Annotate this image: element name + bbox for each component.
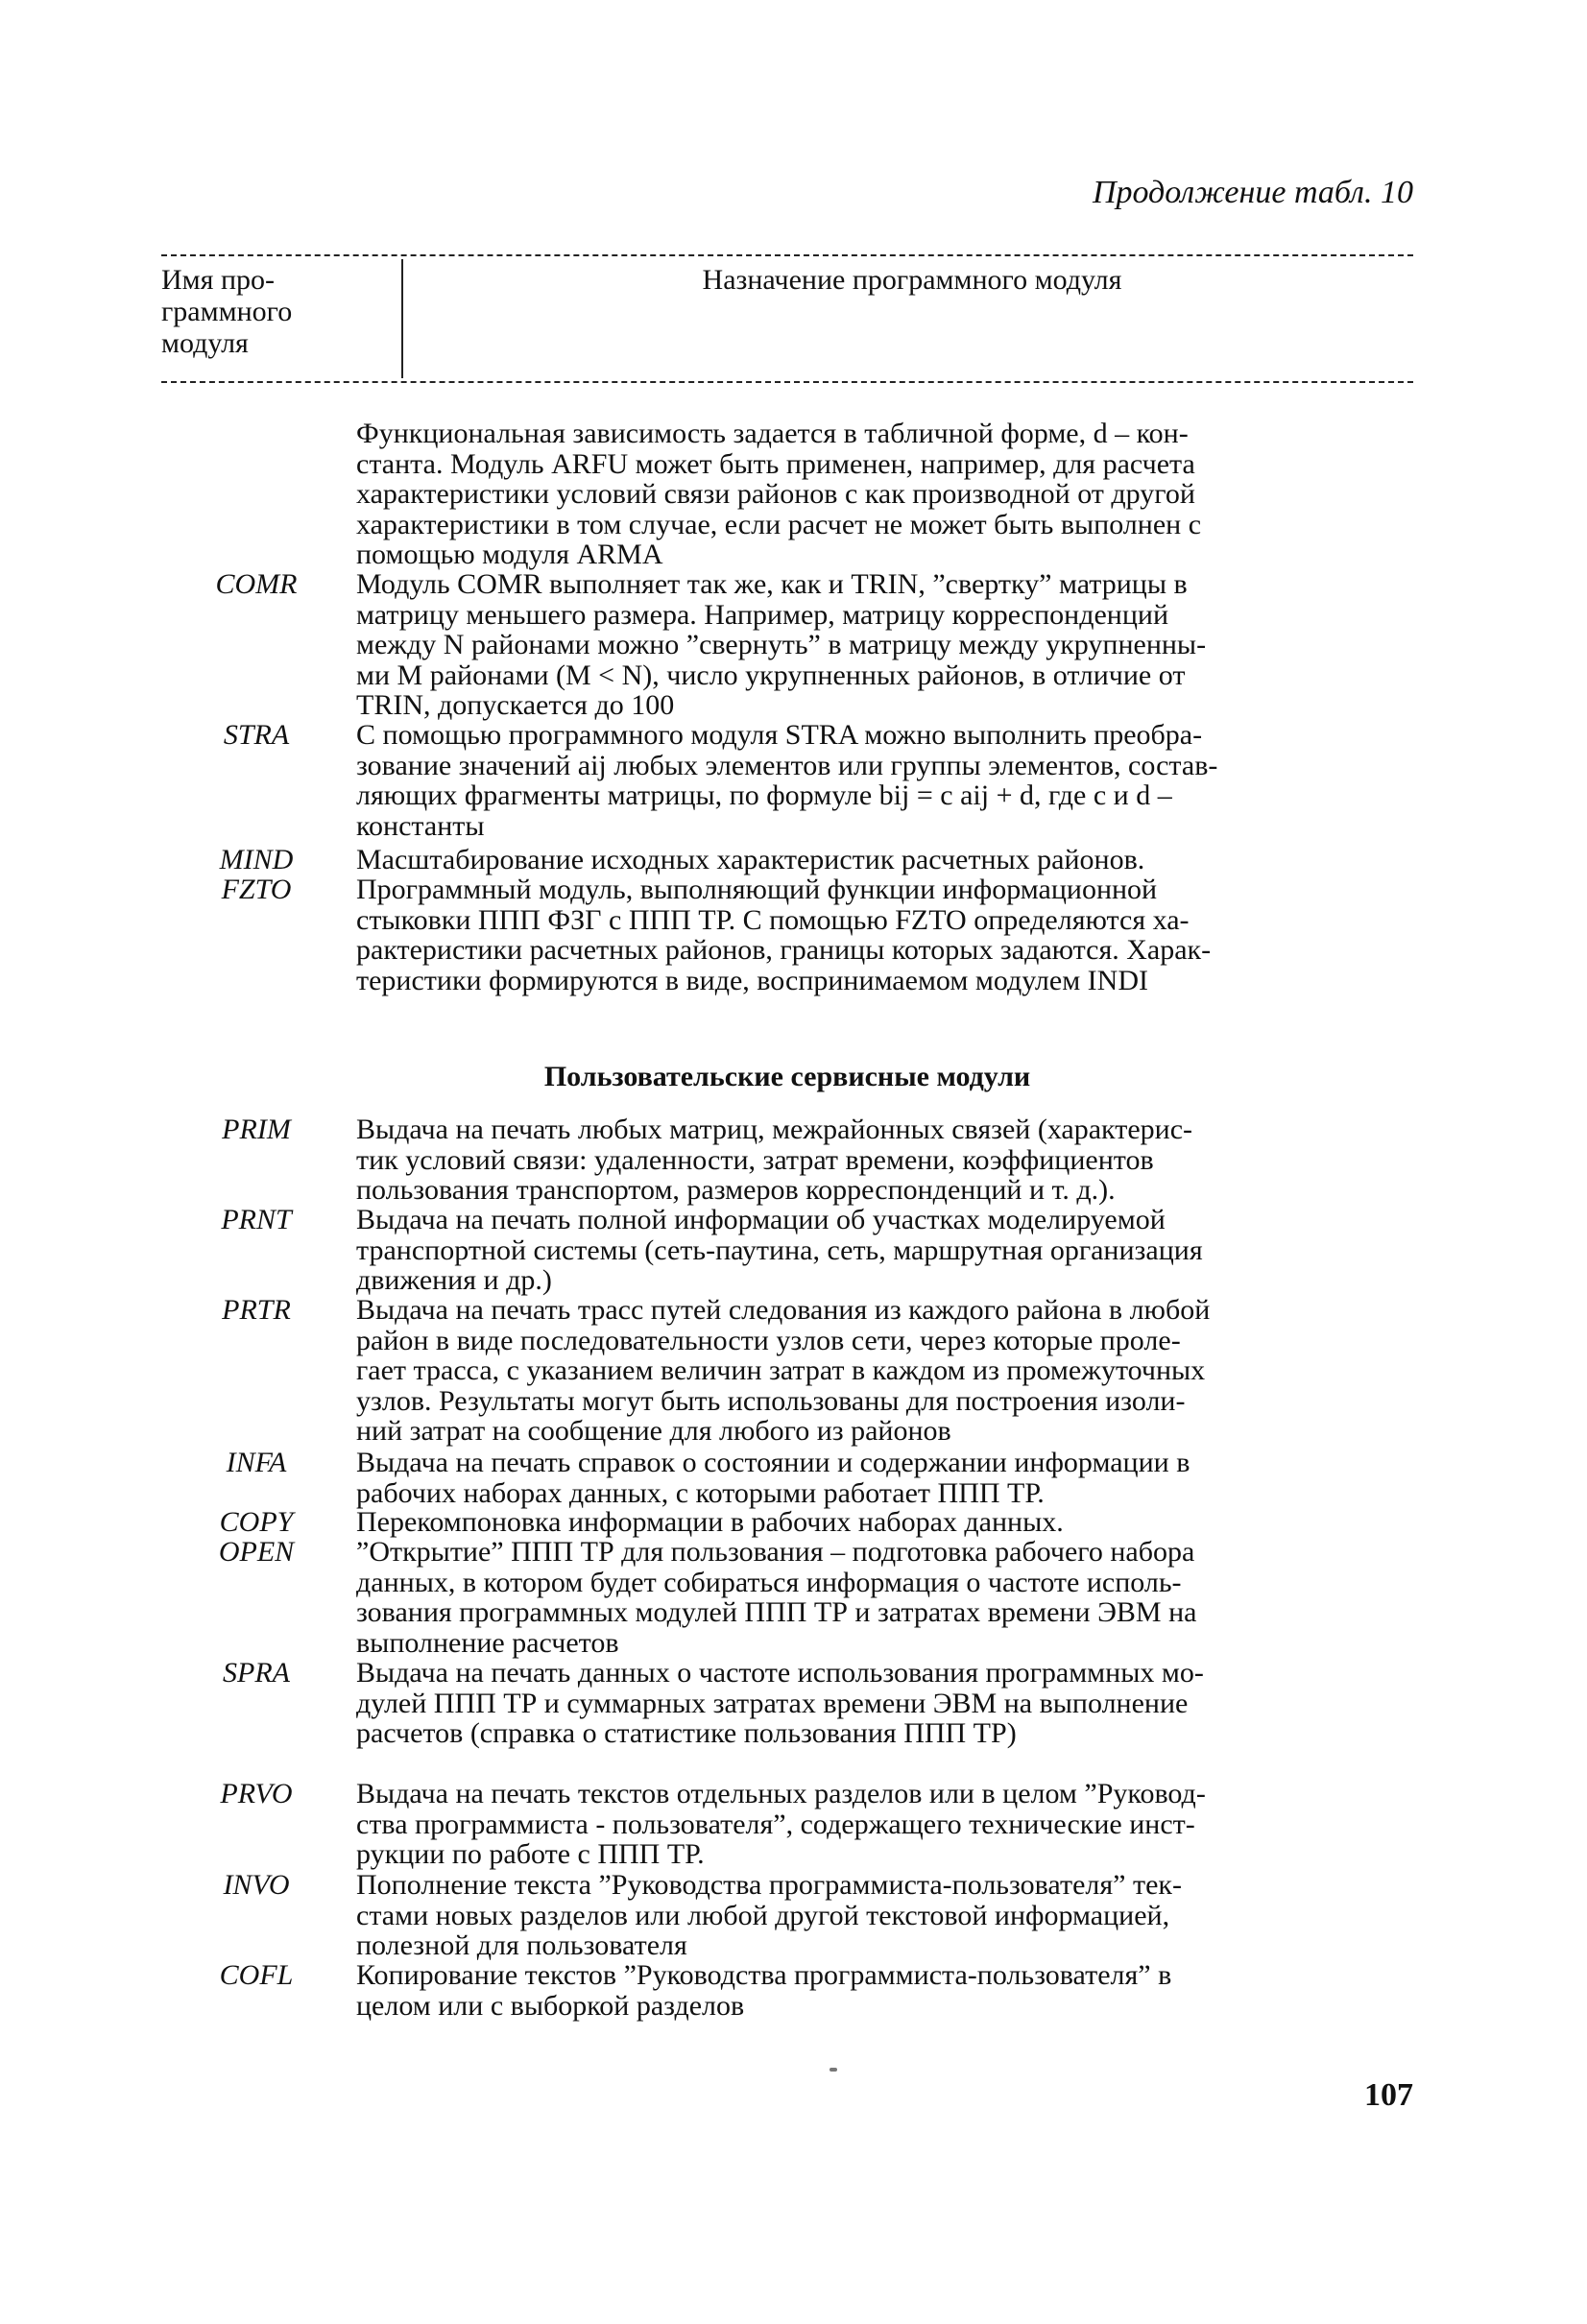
description-line: Модуль COMR выполняет так же, как и TRIN, ”свертку” матрицы в bbox=[356, 568, 1188, 600]
table-top-rule bbox=[161, 254, 1413, 256]
module-description bbox=[356, 1870, 1413, 1961]
page-number: 107 bbox=[1364, 2077, 1413, 2113]
description-line: Пополнение текста ”Руководства программиста-пользователя” тек- bbox=[356, 1869, 1182, 1901]
description-line: ”Открытие” ППП ТР для пользования – подготовка рабочего набора bbox=[356, 1536, 1195, 1568]
header-module-name bbox=[161, 264, 392, 359]
description-line: стами новых разделов или любой другой текстовой информацией, bbox=[356, 1899, 1170, 1931]
description-line: между N районами можно ”свернуть” в матрицу между укрупненны- bbox=[356, 629, 1207, 660]
module-description bbox=[356, 1448, 1413, 1508]
module-name: FZTO bbox=[221, 874, 292, 905]
module-name: COPY bbox=[219, 1506, 294, 1538]
description-line: выполнение расчетов bbox=[356, 1626, 619, 1659]
description-line: характеристики условий связи районов с как производной от другой bbox=[356, 478, 1195, 510]
description-line: TRIN, допускается до 100 bbox=[356, 689, 675, 721]
module-name: COFL bbox=[219, 1959, 294, 1991]
table-header-divider bbox=[401, 259, 403, 378]
description-line: ства программиста - пользователя”, содержащего технические инст- bbox=[356, 1808, 1195, 1840]
description-line: характеристики в том случае, если расчет не может быть выполнен с bbox=[356, 508, 1202, 540]
description-line: матрицу меньшего размера. Например, матрицу корреспонденций bbox=[356, 598, 1169, 631]
module-description bbox=[356, 874, 1413, 995]
module-description bbox=[356, 569, 1413, 721]
description-line: зования программных модулей ППП ТР и затратах времени ЭВМ на bbox=[356, 1596, 1197, 1628]
module-name: COMR bbox=[215, 568, 298, 600]
description-line: узлов. Результаты могут быть использованы для построения изоли- bbox=[356, 1384, 1186, 1417]
module-name: INFA bbox=[226, 1447, 287, 1478]
module-description bbox=[356, 1658, 1413, 1749]
description-line: помощью модуля ARMA bbox=[356, 539, 663, 570]
module-description bbox=[356, 1960, 1413, 2021]
description-line: Выдача на печать полной информации об участках моделируемой bbox=[356, 1204, 1166, 1235]
module-name: PRIM bbox=[222, 1114, 291, 1145]
description-line: рабочих наборах данных, с которыми работает ППП ТР. bbox=[356, 1476, 1045, 1509]
description-line: транспортной системы (сеть-паутина, сеть, маршрутная организация bbox=[356, 1234, 1203, 1266]
description-line: Масштабирование исходных характеристик расчетных районов. bbox=[356, 844, 1145, 875]
module-name: PRVO bbox=[220, 1778, 293, 1809]
header-name-line: модуля bbox=[161, 327, 249, 359]
header-module-purpose: Назначение программного модуля bbox=[702, 264, 1122, 296]
description-line: Выдача на печать любых матриц, межрайонных связей (характерис- bbox=[356, 1114, 1193, 1145]
module-name: STRA bbox=[223, 719, 290, 751]
description-line: дулей ППП ТР и суммарных затратах времени ЭВМ на выполнение bbox=[356, 1687, 1189, 1719]
description-line: пользования транспортом, размеров корреспонденций и т. д.). bbox=[356, 1174, 1116, 1206]
description-line: Перекомпоновка информации в рабочих наборах данных. bbox=[356, 1506, 1064, 1538]
header-name-line: Имя про- bbox=[161, 264, 275, 296]
description-line: ляющих фрагменты матрицы, по формуле bij = c aij + d, где c и d – bbox=[356, 779, 1172, 811]
module-description bbox=[356, 845, 1413, 875]
print-smudge bbox=[830, 2068, 837, 2072]
description-line: Функциональная зависимость задается в табличной форме, d – кон- bbox=[356, 418, 1189, 449]
description-line: рукции по работе с ППП ТР. bbox=[356, 1838, 705, 1870]
header-name-line: граммного bbox=[161, 296, 293, 327]
module-description bbox=[356, 1507, 1413, 1538]
description-line: район в виде последовательности узлов сети, через которые проле- bbox=[356, 1324, 1181, 1356]
description-line: расчетов (справка о статистике пользования ППП ТР) bbox=[356, 1717, 1017, 1749]
module-description bbox=[356, 1779, 1413, 1870]
description-line: Выдача на печать справок о состоянии и содержании информации в bbox=[356, 1447, 1190, 1478]
module-description bbox=[356, 1537, 1413, 1658]
table-caption: Продолжение табл. 10 bbox=[1092, 175, 1413, 210]
description-line: зование значений aij любых элементов или группы элементов, состав- bbox=[356, 749, 1218, 781]
module-description bbox=[356, 1205, 1413, 1296]
description-line: константы bbox=[356, 809, 485, 842]
description-line: теристики формируются в виде, воспринимаемом модулем INDI bbox=[356, 964, 1148, 996]
description-line: ми M районами (M < N), число укрупненных районов, в отличие от bbox=[356, 659, 1186, 691]
section-title: Пользовательские сервисные модули bbox=[543, 1061, 1031, 1092]
module-name: OPEN bbox=[218, 1536, 295, 1568]
description-line: Выдача на печать текстов отдельных разделов или в целом ”Руковод- bbox=[356, 1778, 1206, 1809]
description-line: Выдача на печать данных о частоте использования программных мо- bbox=[356, 1657, 1204, 1689]
description-line: Выдача на печать трасс путей следования из каждого района в любой bbox=[356, 1294, 1211, 1326]
module-name: PRTR bbox=[222, 1294, 291, 1326]
description-line: данных, в котором будет собираться информация о частоте исполь- bbox=[356, 1566, 1182, 1598]
description-line: С помощью программного модуля STRA можно выполнить преобра- bbox=[356, 719, 1203, 751]
description-line: полезной для пользователя bbox=[356, 1929, 687, 1961]
description-line: ний затрат на сообщение для любого из районов bbox=[356, 1415, 951, 1447]
module-description bbox=[356, 1114, 1413, 1206]
description-line: станта. Модуль ARFU может быть применен, например, для расчета bbox=[356, 447, 1195, 480]
description-line: стыковки ППП ФЗГ с ППП ТР. С помощью FZTO определяются ха- bbox=[356, 903, 1190, 936]
module-description bbox=[356, 1295, 1413, 1447]
module-name: PRNT bbox=[221, 1204, 292, 1235]
table-header-rule bbox=[161, 381, 1413, 383]
description-line: рактеристики расчетных районов, границы которых задаются. Харак- bbox=[356, 934, 1212, 966]
module-name: SPRA bbox=[223, 1657, 290, 1689]
module-description bbox=[356, 419, 1413, 570]
description-line: Копирование текстов ”Руководства программиста-пользователя” в bbox=[356, 1959, 1172, 1991]
module-name: MIND bbox=[219, 844, 294, 875]
description-line: движения и др.) bbox=[356, 1264, 552, 1296]
description-line: тик условий связи: удаленности, затрат времени, коэффициентов bbox=[356, 1143, 1154, 1176]
module-name: INVO bbox=[223, 1869, 290, 1901]
description-line: целом или с выборкой разделов bbox=[356, 1989, 745, 2022]
description-line: гает трасса, с указанием величин затрат в каждом из промежуточных bbox=[356, 1354, 1206, 1386]
description-line: Программный модуль, выполняющий функции информационной bbox=[356, 874, 1158, 905]
module-description bbox=[356, 720, 1413, 841]
